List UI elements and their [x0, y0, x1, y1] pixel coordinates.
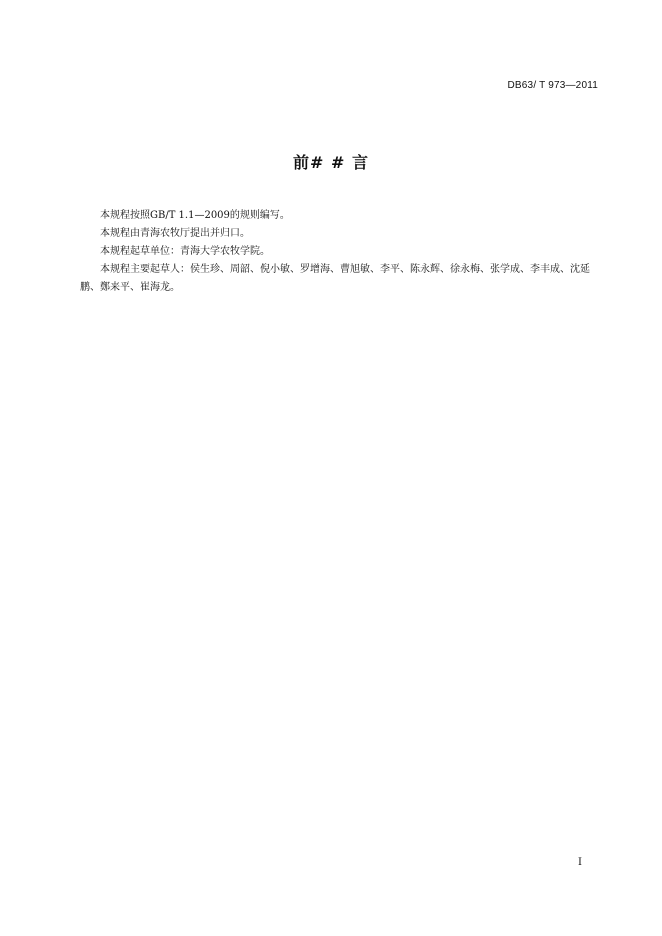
- paragraph-compilation-rule: 本规程按照GB/T 1.1—2009的规则编写。: [100, 210, 290, 221]
- paragraph-drafters: 本规程主要起草人：侯生珍、周韶、倪小敏、罗增海、曹旭敏、李平、陈永辉、徐永梅、张学成、李丰成、沈延鹏、鄭来平、崔海龙。: [80, 264, 590, 293]
- page-title: 前# # 言: [293, 153, 369, 172]
- paragraph-drafting-unit: 本规程起草单位：青海大学农牧学院。: [100, 246, 270, 257]
- foreword-body: [80, 207, 600, 297]
- page-number: I: [578, 857, 582, 868]
- document-code: DB63/ T 973—2011: [507, 80, 598, 91]
- paragraph-proposed-by: 本规程由青海农牧厅提出并归口。: [100, 228, 250, 239]
